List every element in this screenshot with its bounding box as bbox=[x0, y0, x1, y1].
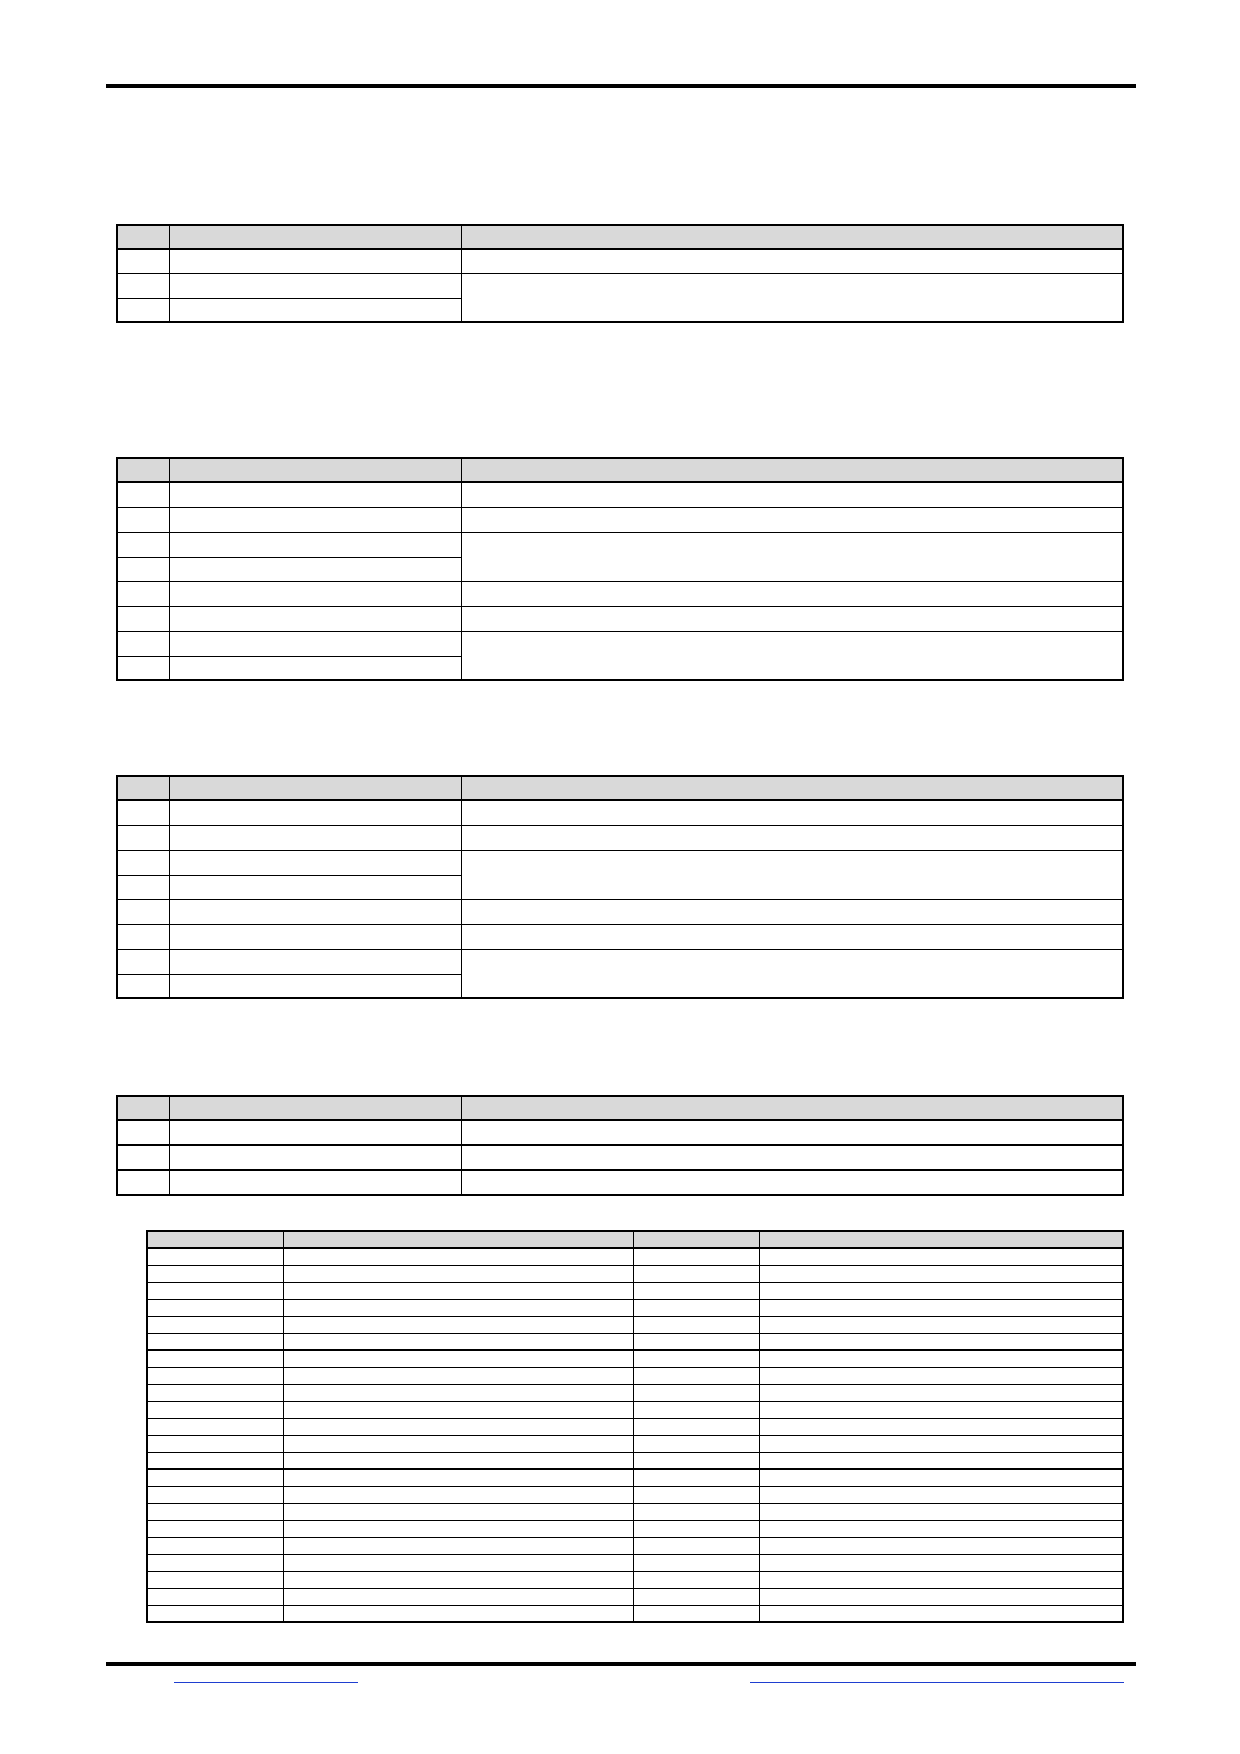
table-row bbox=[147, 1418, 1123, 1435]
table-cell bbox=[147, 1248, 283, 1265]
table-cell bbox=[759, 1503, 1123, 1520]
table-row bbox=[147, 1537, 1123, 1554]
table-cell bbox=[633, 1435, 759, 1452]
table-row bbox=[147, 1265, 1123, 1282]
table-cell bbox=[633, 1384, 759, 1401]
table-cell bbox=[147, 1537, 283, 1554]
table-row bbox=[147, 1333, 1123, 1350]
table-cell bbox=[759, 1282, 1123, 1299]
table-cell bbox=[633, 1537, 759, 1554]
table-row bbox=[117, 825, 1123, 850]
header-cell bbox=[461, 225, 1123, 249]
table-cell bbox=[633, 1571, 759, 1588]
table-cell bbox=[117, 656, 169, 680]
table-cell bbox=[283, 1537, 633, 1554]
table-cell bbox=[633, 1282, 759, 1299]
header-cell bbox=[117, 776, 169, 800]
table-cell bbox=[759, 1265, 1123, 1282]
table-cell bbox=[759, 1605, 1123, 1622]
table-cell bbox=[759, 1452, 1123, 1469]
table-row bbox=[147, 1350, 1123, 1367]
table-row bbox=[117, 532, 1123, 557]
header-cell bbox=[147, 1231, 283, 1248]
table-row bbox=[147, 1435, 1123, 1452]
table-cell bbox=[759, 1350, 1123, 1367]
table-cell bbox=[759, 1571, 1123, 1588]
table-cell bbox=[169, 507, 461, 532]
footer-left-link[interactable] bbox=[174, 1668, 358, 1683]
table-cell bbox=[169, 1120, 461, 1145]
table-cell bbox=[633, 1469, 759, 1486]
table-header-row bbox=[117, 225, 1123, 249]
table-cell bbox=[283, 1452, 633, 1469]
table-cell bbox=[283, 1265, 633, 1282]
table-cell bbox=[169, 800, 461, 825]
table-cell bbox=[117, 249, 169, 273]
table-row bbox=[147, 1282, 1123, 1299]
table-cell bbox=[117, 1170, 169, 1195]
table-cell bbox=[283, 1316, 633, 1333]
table-cell bbox=[283, 1571, 633, 1588]
table-row bbox=[147, 1299, 1123, 1316]
table-cell bbox=[117, 482, 169, 507]
table-cell bbox=[117, 800, 169, 825]
table-row bbox=[147, 1571, 1123, 1588]
table-cell bbox=[169, 273, 461, 298]
table-cell bbox=[169, 974, 461, 998]
table-cell bbox=[169, 1170, 461, 1195]
table-cell bbox=[147, 1299, 283, 1316]
table-row bbox=[117, 482, 1123, 507]
header-cell bbox=[759, 1231, 1123, 1248]
table-cell bbox=[117, 532, 169, 557]
table-cell bbox=[759, 1333, 1123, 1350]
table-cell bbox=[147, 1350, 283, 1367]
table-cell bbox=[633, 1367, 759, 1384]
header-cell bbox=[461, 458, 1123, 482]
table-cell bbox=[283, 1299, 633, 1316]
merged-cell bbox=[461, 273, 1123, 322]
table-cell bbox=[461, 482, 1123, 507]
table-cell bbox=[283, 1554, 633, 1571]
table-row bbox=[147, 1520, 1123, 1537]
pin-table-3 bbox=[116, 775, 1124, 999]
header-cell bbox=[117, 458, 169, 482]
table-cell bbox=[117, 1145, 169, 1170]
table-cell bbox=[147, 1588, 283, 1605]
table-cell bbox=[461, 1145, 1123, 1170]
pin-table-1 bbox=[116, 224, 1124, 323]
table-row bbox=[147, 1588, 1123, 1605]
table-cell bbox=[147, 1367, 283, 1384]
merged-cell bbox=[461, 850, 1123, 899]
table-row bbox=[117, 899, 1123, 924]
table-cell bbox=[147, 1571, 283, 1588]
table-cell bbox=[169, 557, 461, 581]
table-cell bbox=[117, 298, 169, 322]
header-cell bbox=[461, 776, 1123, 800]
table-cell bbox=[461, 1170, 1123, 1195]
table-row bbox=[147, 1554, 1123, 1571]
table-cell bbox=[169, 1145, 461, 1170]
header-cell bbox=[117, 1096, 169, 1120]
table-cell bbox=[117, 507, 169, 532]
table-row bbox=[147, 1316, 1123, 1333]
table-row bbox=[147, 1503, 1123, 1520]
table-row bbox=[147, 1367, 1123, 1384]
table-row bbox=[117, 1170, 1123, 1195]
header-cell bbox=[169, 776, 461, 800]
table-cell bbox=[169, 949, 461, 974]
merged-cell bbox=[461, 631, 1123, 680]
merged-cell bbox=[461, 949, 1123, 998]
table-cell bbox=[759, 1367, 1123, 1384]
table-row bbox=[117, 606, 1123, 631]
table-cell bbox=[633, 1350, 759, 1367]
table-cell bbox=[147, 1282, 283, 1299]
table-cell bbox=[283, 1248, 633, 1265]
table-cell bbox=[633, 1248, 759, 1265]
table-cell bbox=[147, 1469, 283, 1486]
table-cell bbox=[283, 1469, 633, 1486]
table-row bbox=[117, 850, 1123, 875]
table-row bbox=[117, 249, 1123, 273]
table-cell bbox=[759, 1401, 1123, 1418]
table-cell bbox=[117, 974, 169, 998]
table-cell bbox=[283, 1333, 633, 1350]
table-cell bbox=[117, 949, 169, 974]
table-cell bbox=[759, 1537, 1123, 1554]
table-cell bbox=[633, 1588, 759, 1605]
table-row bbox=[117, 507, 1123, 532]
table-cell bbox=[283, 1367, 633, 1384]
header-cell bbox=[169, 458, 461, 482]
table-cell bbox=[147, 1452, 283, 1469]
table-row bbox=[147, 1605, 1123, 1622]
table-cell bbox=[759, 1469, 1123, 1486]
table-cell bbox=[147, 1418, 283, 1435]
table-cell bbox=[633, 1503, 759, 1520]
table-cell bbox=[461, 924, 1123, 949]
table-cell bbox=[117, 850, 169, 875]
table-cell bbox=[283, 1605, 633, 1622]
table-cell bbox=[169, 850, 461, 875]
table-cell bbox=[147, 1384, 283, 1401]
table-header-row bbox=[117, 1096, 1123, 1120]
table-cell bbox=[633, 1333, 759, 1350]
header-cell bbox=[169, 225, 461, 249]
header-cell bbox=[169, 1096, 461, 1120]
table-cell bbox=[283, 1486, 633, 1503]
table-cell bbox=[283, 1401, 633, 1418]
table-cell bbox=[147, 1605, 283, 1622]
table-cell bbox=[283, 1588, 633, 1605]
table-row bbox=[147, 1401, 1123, 1418]
table-header-row bbox=[117, 776, 1123, 800]
table-cell bbox=[283, 1435, 633, 1452]
table-cell bbox=[117, 924, 169, 949]
table-cell bbox=[461, 825, 1123, 850]
table-cell bbox=[283, 1418, 633, 1435]
header-cell bbox=[633, 1231, 759, 1248]
table-cell bbox=[759, 1316, 1123, 1333]
table-cell bbox=[169, 924, 461, 949]
table-cell bbox=[461, 1120, 1123, 1145]
table-cell bbox=[759, 1588, 1123, 1605]
table-cell bbox=[117, 581, 169, 606]
pin-table-4 bbox=[116, 1095, 1124, 1196]
table-row bbox=[147, 1248, 1123, 1265]
table-row bbox=[147, 1469, 1123, 1486]
table-cell bbox=[759, 1554, 1123, 1571]
header-cell bbox=[461, 1096, 1123, 1120]
table-row bbox=[117, 631, 1123, 656]
table-cell bbox=[169, 875, 461, 899]
table-cell bbox=[117, 606, 169, 631]
table-cell bbox=[147, 1486, 283, 1503]
table-cell bbox=[169, 581, 461, 606]
table-row bbox=[147, 1384, 1123, 1401]
table-row bbox=[117, 1120, 1123, 1145]
table-cell bbox=[169, 532, 461, 557]
table-cell bbox=[461, 249, 1123, 273]
table-cell bbox=[283, 1282, 633, 1299]
header-cell bbox=[117, 225, 169, 249]
table-cell bbox=[117, 273, 169, 298]
table-row bbox=[117, 949, 1123, 974]
table-cell bbox=[147, 1316, 283, 1333]
table-cell bbox=[633, 1605, 759, 1622]
table-cell bbox=[169, 825, 461, 850]
table-row bbox=[117, 1145, 1123, 1170]
table-cell bbox=[147, 1554, 283, 1571]
table-cell bbox=[117, 1120, 169, 1145]
table-cell bbox=[759, 1418, 1123, 1435]
footer-rule bbox=[106, 1662, 1136, 1666]
table-cell bbox=[117, 825, 169, 850]
header-cell bbox=[283, 1231, 633, 1248]
table-cell bbox=[461, 581, 1123, 606]
table-cell bbox=[147, 1435, 283, 1452]
table-cell bbox=[461, 800, 1123, 825]
pin-table-2 bbox=[116, 457, 1124, 681]
table-cell bbox=[283, 1350, 633, 1367]
table-cell bbox=[117, 899, 169, 924]
table-cell bbox=[461, 899, 1123, 924]
table-cell bbox=[633, 1486, 759, 1503]
table-cell bbox=[633, 1265, 759, 1282]
table-cell bbox=[169, 631, 461, 656]
table-cell bbox=[759, 1384, 1123, 1401]
table-row bbox=[117, 924, 1123, 949]
table-cell bbox=[117, 631, 169, 656]
table-cell bbox=[759, 1520, 1123, 1537]
table-cell bbox=[169, 249, 461, 273]
table-cell bbox=[633, 1520, 759, 1537]
table-cell bbox=[147, 1333, 283, 1350]
table-cell bbox=[147, 1503, 283, 1520]
table-cell bbox=[283, 1384, 633, 1401]
table-cell bbox=[147, 1520, 283, 1537]
table-cell bbox=[633, 1554, 759, 1571]
table-cell bbox=[633, 1316, 759, 1333]
table-cell bbox=[759, 1248, 1123, 1265]
table-cell bbox=[117, 557, 169, 581]
table-cell bbox=[169, 899, 461, 924]
table-cell bbox=[169, 298, 461, 322]
merged-cell bbox=[461, 532, 1123, 581]
table-row bbox=[117, 581, 1123, 606]
table-cell bbox=[117, 875, 169, 899]
table-cell bbox=[169, 482, 461, 507]
table-row bbox=[147, 1486, 1123, 1503]
table-row bbox=[117, 800, 1123, 825]
table-row bbox=[117, 273, 1123, 298]
footer-right-link[interactable] bbox=[750, 1668, 1124, 1683]
table-cell bbox=[759, 1486, 1123, 1503]
table-cell bbox=[633, 1401, 759, 1418]
table-row bbox=[147, 1452, 1123, 1469]
table-header-row bbox=[117, 458, 1123, 482]
table-cell bbox=[633, 1452, 759, 1469]
table-header-row bbox=[147, 1231, 1123, 1248]
table-cell bbox=[633, 1299, 759, 1316]
register-table bbox=[146, 1230, 1124, 1623]
header-rule bbox=[106, 84, 1136, 88]
table-cell bbox=[461, 507, 1123, 532]
table-cell bbox=[461, 606, 1123, 631]
table-cell bbox=[283, 1503, 633, 1520]
table-cell bbox=[147, 1401, 283, 1418]
table-cell bbox=[169, 606, 461, 631]
table-cell bbox=[759, 1299, 1123, 1316]
table-cell bbox=[759, 1435, 1123, 1452]
table-cell bbox=[169, 656, 461, 680]
table-cell bbox=[633, 1418, 759, 1435]
table-cell bbox=[147, 1265, 283, 1282]
table-cell bbox=[283, 1520, 633, 1537]
